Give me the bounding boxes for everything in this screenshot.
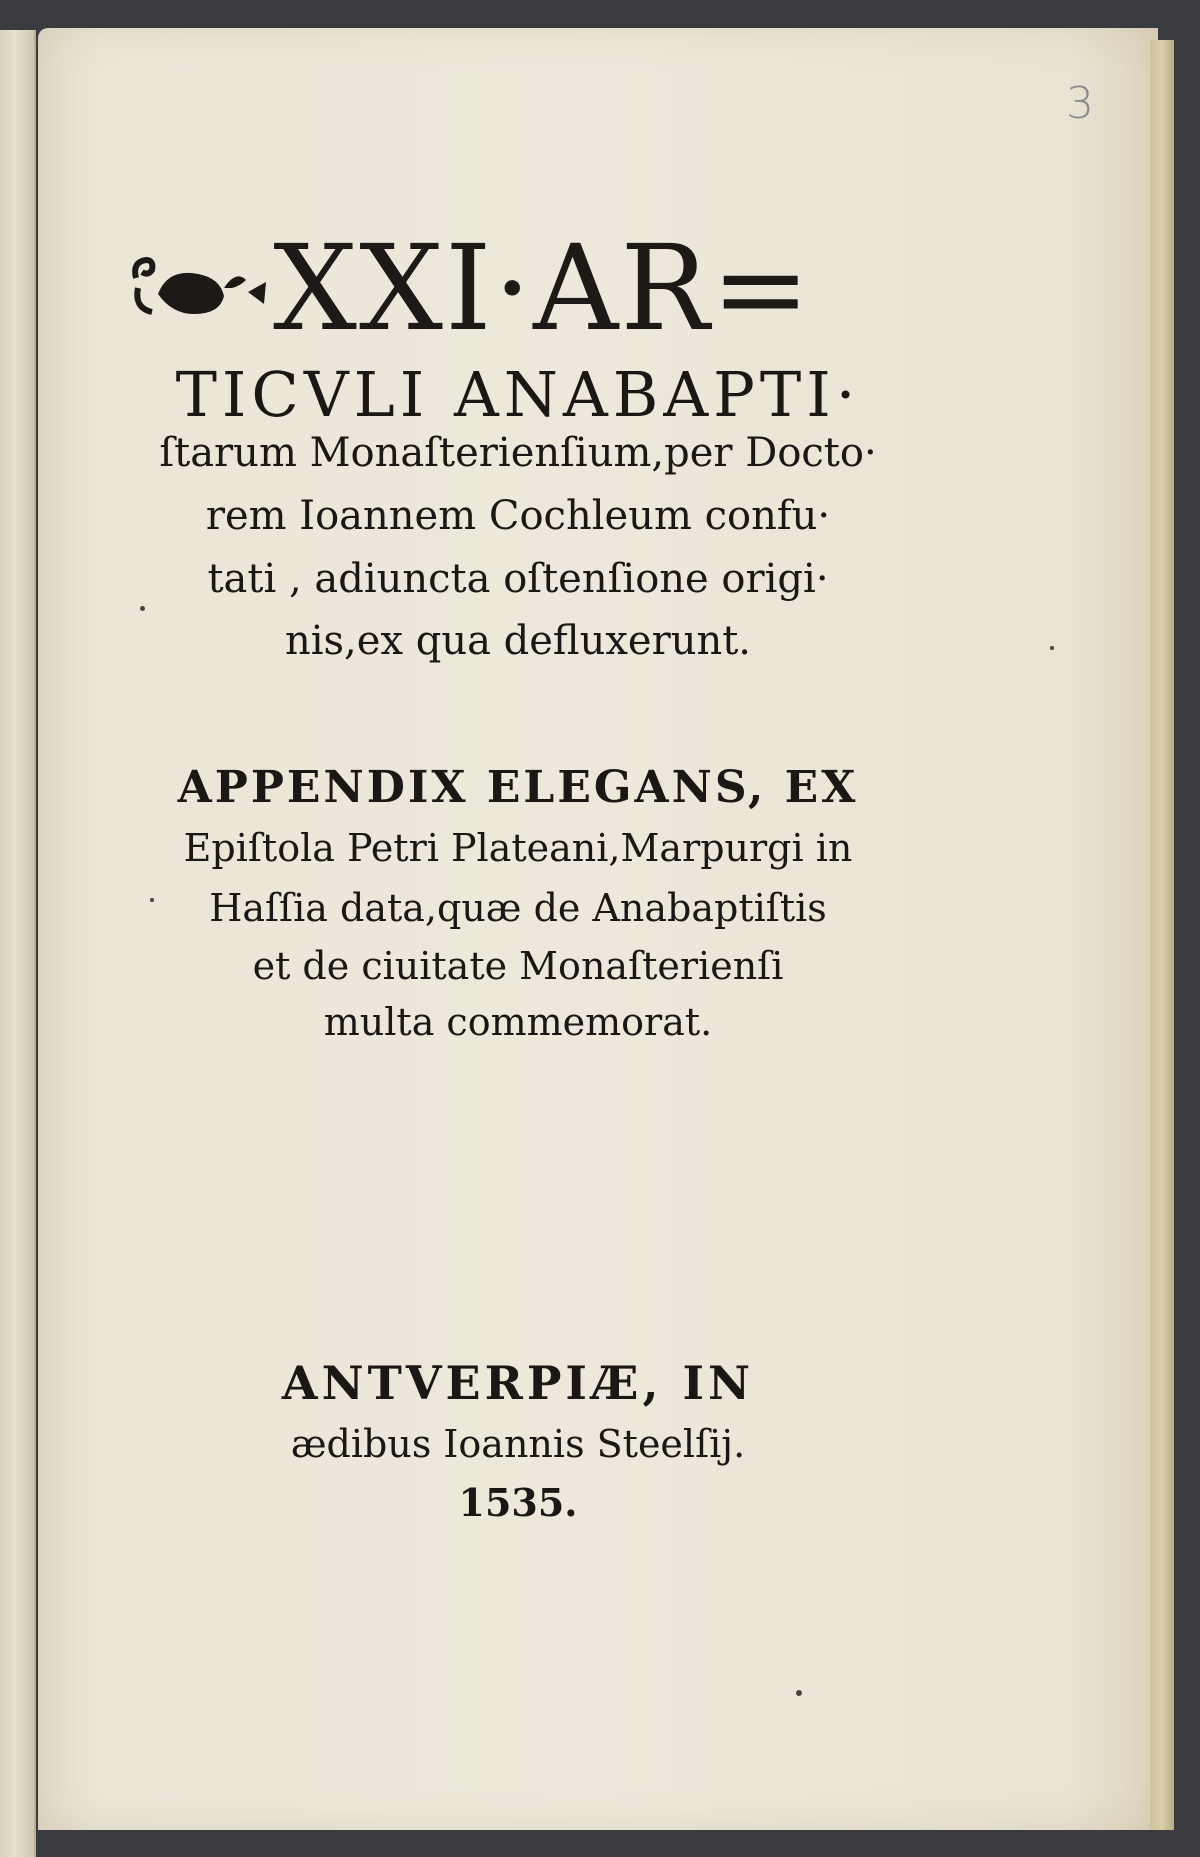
appendix-line-5: multa commemorat.: [323, 1000, 713, 1044]
appendix-line-3: Haſſia data,quæ de Anabaptiſtis: [209, 886, 827, 930]
title-line-4: rem Ioannem Cochleum confu·: [205, 493, 831, 539]
title-first-line: [128, 219, 908, 357]
appendix-line-2: Epiſtola Petri Plateani,Marpurgi in: [183, 826, 853, 870]
title-line-6: nis,ex qua defluxerunt.: [284, 618, 752, 664]
paper-speck: [1050, 646, 1054, 650]
fleuron-ornament-icon: [128, 248, 273, 328]
folio-number: 3: [1066, 78, 1094, 129]
left-page-edge: [0, 30, 36, 1857]
paper-speck: [150, 898, 154, 902]
imprint-printer: ædibus Ioannis Steelſij.: [290, 1422, 746, 1466]
title-line-2: TICVLI ANABAPTI·: [175, 358, 861, 431]
page-fore-edge: [1150, 40, 1174, 1830]
title-line-3: ſtarum Monaſterienſium,per Docto·: [159, 430, 877, 476]
appendix-line-1: APPENDIX ELEGANS, EX: [177, 762, 859, 813]
title-big-letters: XXI·AR=: [273, 219, 813, 357]
imprint-city: ANTVERPIÆ, IN: [281, 1356, 755, 1410]
paper-speck: [140, 606, 145, 611]
imprint-year: 1535.: [458, 1480, 578, 1525]
title-line-5: tati , adiuncta oſtenſione origi·: [207, 556, 829, 602]
appendix-line-4: et de ciuitate Monaſterienſi: [252, 944, 784, 988]
paper-speck: [796, 1690, 802, 1696]
